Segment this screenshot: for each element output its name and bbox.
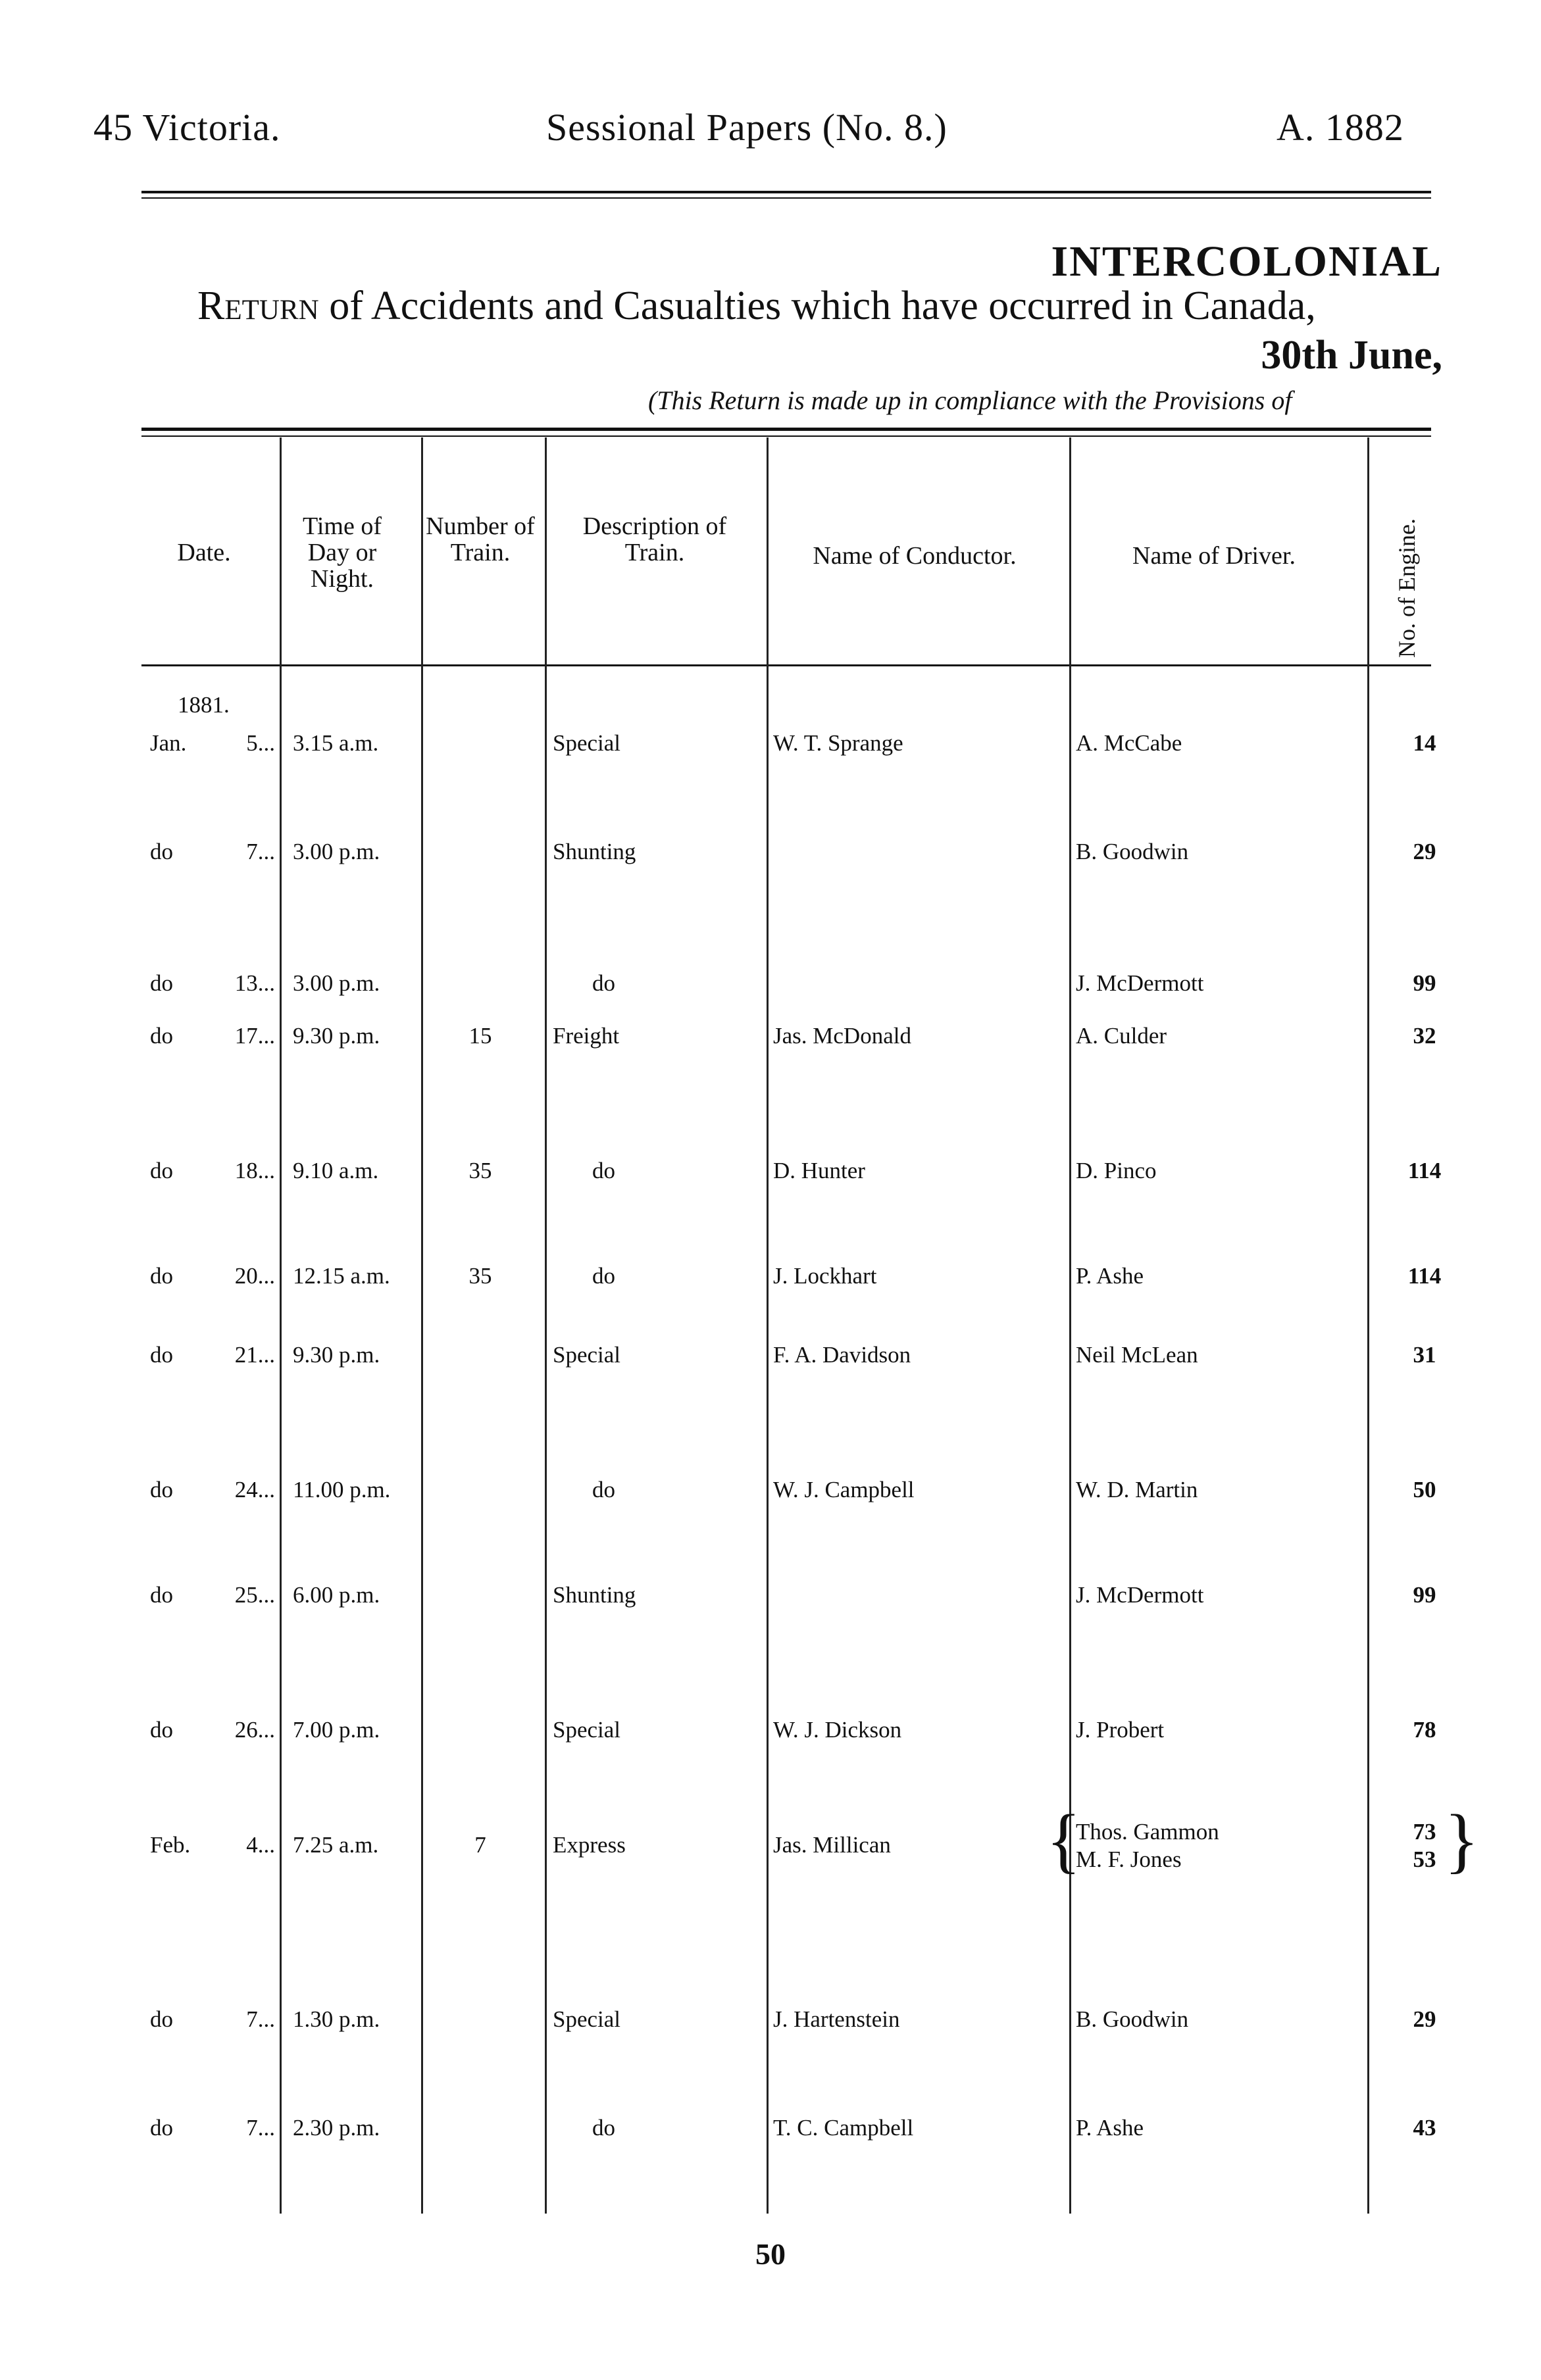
row-description: do <box>592 1477 615 1502</box>
table-row <box>0 1582 1541 1622</box>
row-conductor: T. C. Campbell <box>773 2115 914 2141</box>
header-center: Sessional Papers (No. 8.) <box>546 106 947 149</box>
table-row <box>0 730 1541 770</box>
row-time: 3.00 p.m. <box>293 839 380 864</box>
row-conductor: W. T. Sprange <box>773 730 903 756</box>
row-day: 25... <box>234 1582 275 1608</box>
row-engine: 29 <box>1413 839 1436 864</box>
row-driver: Neil McLean <box>1076 1342 1198 1368</box>
row-description: Shunting <box>553 1582 636 1608</box>
row-day: 26... <box>234 1717 275 1743</box>
table-row <box>0 1342 1541 1381</box>
table-row <box>0 1800 1541 1885</box>
table-row <box>0 1717 1541 1756</box>
row-engine: 73 <box>1413 1819 1436 1845</box>
row-engine: 78 <box>1413 1717 1436 1743</box>
return-word: Return <box>197 284 319 328</box>
row-conductor: Jas. McDonald <box>773 1023 911 1049</box>
row-conductor: W. J. Dickson <box>773 1717 902 1743</box>
table-row <box>0 1477 1541 1516</box>
row-number: 35 <box>468 1158 492 1183</box>
row-time: 9.30 p.m. <box>293 1023 380 1049</box>
vrule-3 <box>545 437 547 2214</box>
row-description: do <box>592 2115 615 2141</box>
row-engine: 43 <box>1413 2115 1436 2141</box>
vrule-4 <box>767 437 769 2214</box>
row-description: Special <box>553 2006 621 2032</box>
row-engine: 32 <box>1413 1023 1436 1049</box>
row-engine: 31 <box>1413 1342 1436 1368</box>
col-number-heading: Number of Train. <box>426 512 535 566</box>
table-row <box>0 1263 1541 1302</box>
row-driver: P. Ashe <box>1076 1263 1144 1289</box>
row-month: do <box>150 1263 173 1289</box>
col-description-heading: Description of Train. <box>582 512 727 566</box>
vrule-2 <box>421 437 423 2214</box>
table-top-rule <box>141 428 1431 431</box>
row-day: 7... <box>246 839 275 864</box>
row-day: 7... <box>246 2006 275 2032</box>
row-month: do <box>150 1158 173 1183</box>
row-description: Freight <box>553 1023 620 1049</box>
row-description: do <box>592 1263 615 1289</box>
row-day: 24... <box>234 1477 275 1502</box>
row-time: 7.25 a.m. <box>293 1832 379 1858</box>
row-engine: 50 <box>1413 1477 1436 1502</box>
row-time: 12.15 a.m. <box>293 1263 390 1289</box>
header-right: A. 1882 <box>1276 106 1404 149</box>
row-month: Jan. <box>150 730 187 756</box>
row-conductor: J. Lockhart <box>773 1263 877 1289</box>
vrule-6 <box>1367 437 1369 2214</box>
row-conductor: W. J. Campbell <box>773 1477 915 1502</box>
header-rule-thin <box>141 197 1431 199</box>
table-top-rule-2 <box>141 435 1431 437</box>
row-conductor: D. Hunter <box>773 1158 865 1183</box>
table-row <box>0 1023 1541 1062</box>
table-row <box>0 839 1541 878</box>
row-day: 4... <box>246 1832 275 1858</box>
row-engine: 99 <box>1413 1582 1436 1608</box>
vrule-5 <box>1069 437 1071 2214</box>
return-date: 30th June, <box>1261 333 1442 378</box>
table-row <box>0 1158 1541 1197</box>
table-row <box>0 2006 1541 2046</box>
row-number: 35 <box>468 1263 492 1289</box>
header-rule <box>141 191 1431 193</box>
row-month: Feb. <box>150 1832 191 1858</box>
year-label: 1881. <box>178 692 230 718</box>
row-description: Special <box>553 1342 621 1368</box>
row-day: 20... <box>234 1263 275 1289</box>
row-time: 3.15 a.m. <box>293 730 379 756</box>
engine-bracket: } <box>1444 1800 1479 1880</box>
col-date-heading: Date. <box>177 539 231 566</box>
row-month: do <box>150 2115 173 2141</box>
table-row <box>0 2115 1541 2154</box>
row-driver: J. McDermott <box>1076 1582 1204 1608</box>
row-month: do <box>150 1342 173 1368</box>
return-note: (This Return is made up in compliance with the Provisions of <box>648 385 1292 415</box>
heading-bottom-rule <box>141 664 1431 666</box>
row-engine: 14 <box>1413 730 1436 756</box>
row-number: 15 <box>468 1023 492 1049</box>
col-time-heading: Time of Day or Night. <box>302 512 382 593</box>
row-month: do <box>150 2006 173 2032</box>
row-driver: J. Probert <box>1076 1717 1165 1743</box>
row-day: 18... <box>234 1158 275 1183</box>
row-engine: 114 <box>1407 1158 1442 1183</box>
row-time: 3.00 p.m. <box>293 970 380 996</box>
row-time: 1.30 p.m. <box>293 2006 380 2032</box>
row-driver: J. McDermott <box>1076 970 1204 996</box>
row-time: 9.10 a.m. <box>293 1158 379 1183</box>
row-time: 2.30 p.m. <box>293 2115 380 2141</box>
row-engine: 29 <box>1413 2006 1436 2032</box>
row-conductor: Jas. Millican <box>773 1832 891 1858</box>
row-day: 17... <box>234 1023 275 1049</box>
row-conductor: J. Hartenstein <box>773 2006 900 2032</box>
col-driver-heading: Name of Driver. <box>1132 542 1296 570</box>
row-driver: D. Pinco <box>1076 1158 1157 1183</box>
row-day: 5... <box>246 730 275 756</box>
row-description: Shunting <box>553 839 636 864</box>
row-engine: 114 <box>1407 1263 1442 1289</box>
row-time: 9.30 p.m. <box>293 1342 380 1368</box>
col-conductor-heading: Name of Conductor. <box>813 542 1017 570</box>
row-description: do <box>592 1158 615 1183</box>
row-driver-second: M. F. Jones <box>1076 1847 1182 1872</box>
row-number: 7 <box>474 1832 486 1858</box>
row-day: 21... <box>234 1342 275 1368</box>
row-month: do <box>150 1477 173 1502</box>
row-time: 11.00 p.m. <box>293 1477 391 1502</box>
row-driver: B. Goodwin <box>1076 2006 1189 2032</box>
page-title: INTERCOLONIAL <box>1051 237 1442 285</box>
row-description: Express <box>553 1832 626 1858</box>
row-month: do <box>150 1717 173 1743</box>
row-engine: 99 <box>1413 970 1436 996</box>
row-month: do <box>150 1023 173 1049</box>
row-engine-second: 53 <box>1413 1847 1436 1872</box>
row-driver: B. Goodwin <box>1076 839 1189 864</box>
row-month: do <box>150 839 173 864</box>
page-number: 50 <box>755 2237 786 2271</box>
row-month: do <box>150 970 173 996</box>
return-title-rest: of Accidents and Casualties which have occurred in Canada, <box>318 284 1316 328</box>
row-description: do <box>592 970 615 996</box>
row-driver: P. Ashe <box>1076 2115 1144 2141</box>
vrule-1 <box>280 437 282 2214</box>
row-description: Special <box>553 730 621 756</box>
header-left: 45 Victoria. <box>93 106 281 149</box>
row-time: 6.00 p.m. <box>293 1582 380 1608</box>
row-driver: A. Culder <box>1076 1023 1167 1049</box>
row-day: 13... <box>234 970 275 996</box>
row-conductor: F. A. Davidson <box>773 1342 911 1368</box>
row-month: do <box>150 1582 173 1608</box>
row-description: Special <box>553 1717 621 1743</box>
row-driver: A. McCabe <box>1076 730 1182 756</box>
col-engine-heading: No. of Engine. <box>1394 518 1420 658</box>
return-title <box>197 283 1316 330</box>
row-driver: W. D. Martin <box>1076 1477 1198 1502</box>
table-row <box>0 970 1541 1010</box>
row-driver: Thos. Gammon <box>1076 1819 1219 1845</box>
row-day: 7... <box>246 2115 275 2141</box>
row-time: 7.00 p.m. <box>293 1717 380 1743</box>
driver-bracket: { <box>1046 1800 1081 1880</box>
